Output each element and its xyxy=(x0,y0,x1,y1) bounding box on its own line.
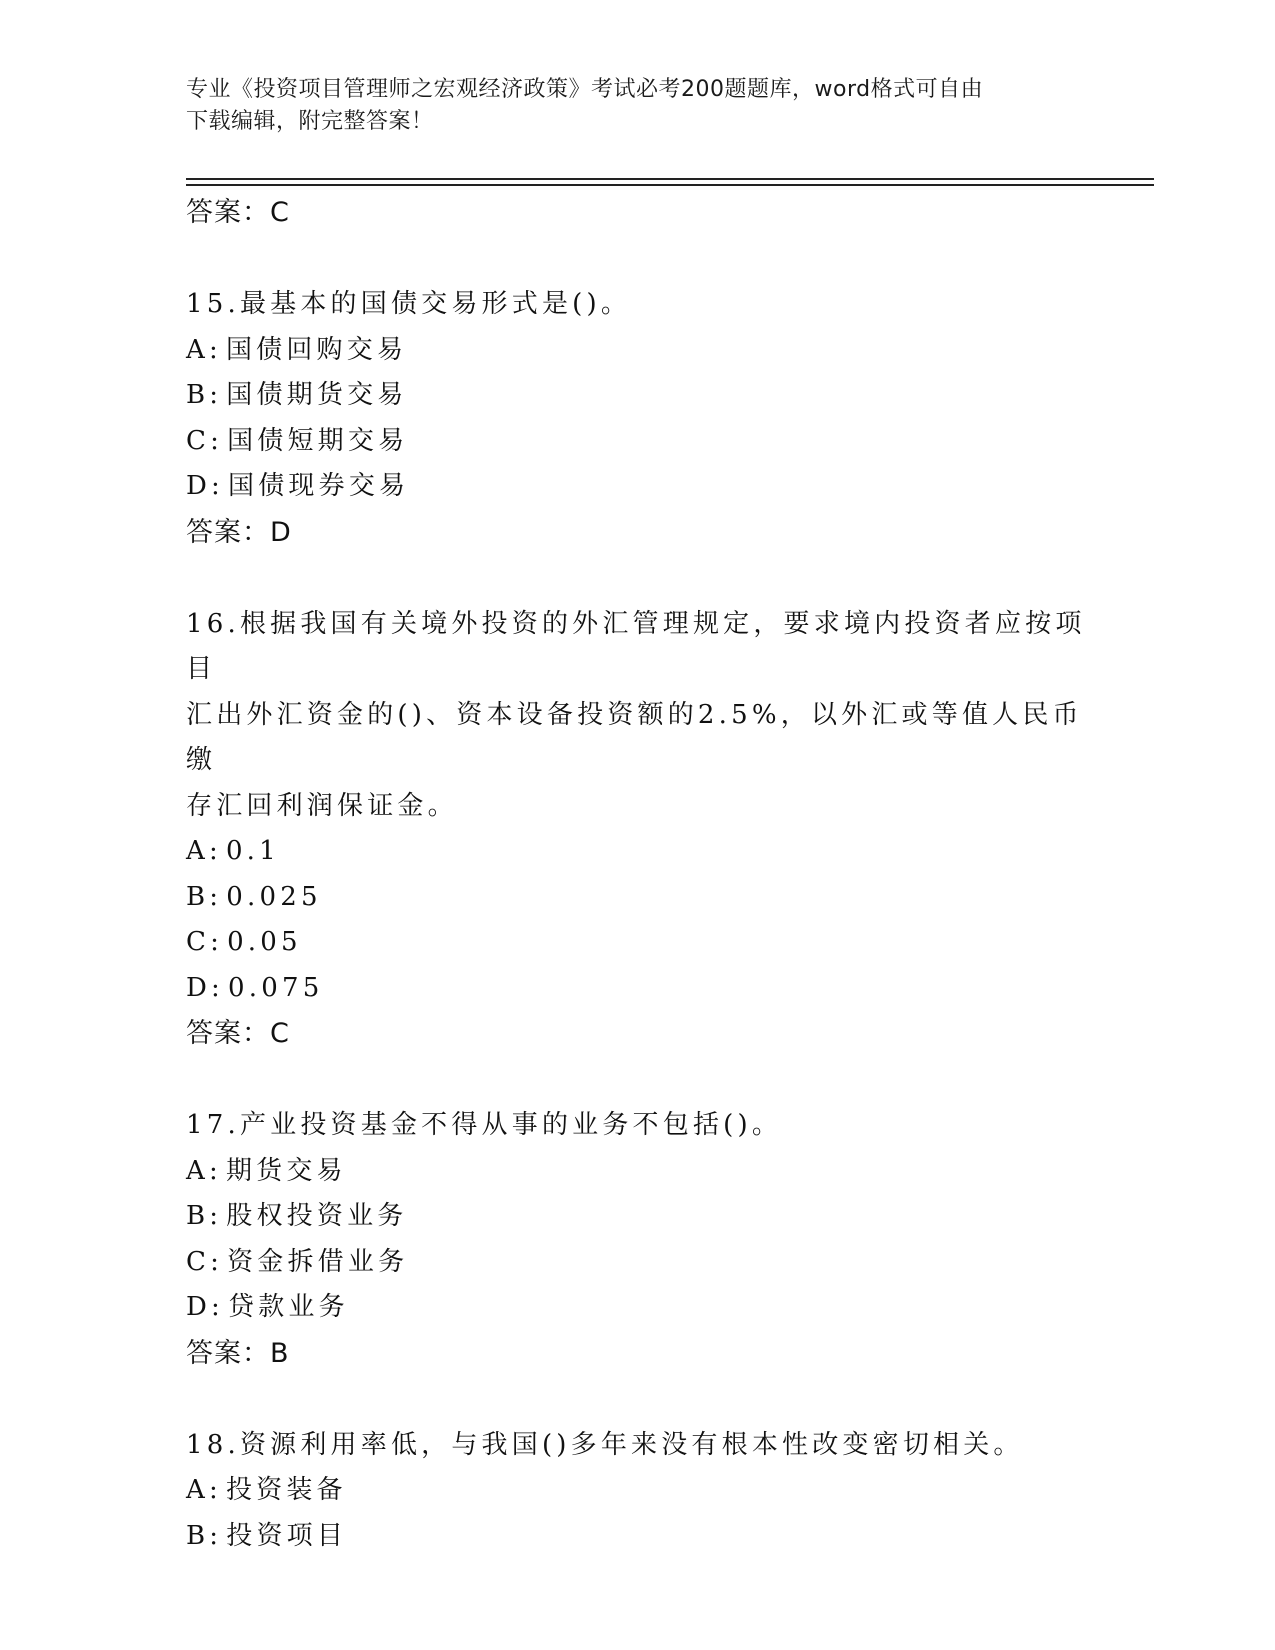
option-key: D: xyxy=(186,1292,225,1322)
option-key: D: xyxy=(186,972,225,1003)
question-16 xyxy=(186,602,1086,1058)
option-key: C: xyxy=(186,425,224,456)
option-a xyxy=(186,1149,1086,1195)
option-text: 股权投资业务 xyxy=(226,1201,408,1231)
option-key: C: xyxy=(186,1246,224,1277)
option-text: 期货交易 xyxy=(225,1155,347,1186)
option-key: B: xyxy=(186,380,223,410)
option-b xyxy=(186,1194,1086,1240)
option-text: 0.075 xyxy=(228,972,324,1003)
option-text: 国债回购交易 xyxy=(225,334,408,365)
option-b xyxy=(186,875,1086,921)
option-text: 0.05 xyxy=(227,927,302,957)
header-rule-bottom xyxy=(186,184,1154,186)
option-key: B: xyxy=(186,1201,223,1231)
option-key: C: xyxy=(186,927,224,957)
question-17 xyxy=(186,1103,1086,1377)
option-key: B: xyxy=(186,1520,223,1551)
option-text: 投资装备 xyxy=(225,1475,347,1505)
option-c xyxy=(186,419,1086,465)
option-b xyxy=(186,373,1086,419)
option-text: 0.025 xyxy=(226,881,322,912)
option-a xyxy=(186,829,1086,875)
option-text: 资金拆借业务 xyxy=(227,1246,409,1277)
question-text-line-3: 存汇回利润保证金。 xyxy=(186,790,458,821)
header-rule-top xyxy=(186,178,1154,180)
option-text: 国债短期交易 xyxy=(227,425,409,456)
answer-line: 答案：C xyxy=(186,1018,290,1049)
option-key: A: xyxy=(186,1475,222,1505)
question-text-line-2: 汇出外汇资金的()、资本设备投资额的2.5%，以外汇或等值人民币缴 xyxy=(186,699,1083,775)
option-text: 投资项目 xyxy=(226,1520,348,1551)
option-d xyxy=(186,1285,1086,1331)
answer-line: 答案：B xyxy=(186,1337,290,1369)
option-b xyxy=(186,1514,1086,1560)
answer-line: 答案：D xyxy=(186,516,292,548)
question-18 xyxy=(186,1423,1086,1560)
question-text: 18.资源利用率低，与我国()多年来没有根本性改变密切相关。 xyxy=(186,1429,1024,1460)
option-key: A: xyxy=(186,1155,222,1186)
document-body xyxy=(186,190,1086,1559)
question-text: 17.产业投资基金不得从事的业务不包括()。 xyxy=(186,1110,783,1140)
option-a xyxy=(186,1468,1086,1514)
option-text: 国债期货交易 xyxy=(226,380,408,410)
option-text: 0.1 xyxy=(225,836,280,866)
option-key: A: xyxy=(186,334,222,365)
option-text: 贷款业务 xyxy=(228,1292,349,1322)
option-d xyxy=(186,464,1086,510)
question-text: 15.最基本的国债交易形式是()。 xyxy=(186,289,632,319)
option-c xyxy=(186,920,1086,966)
question-text-line-1: 16.根据我国有关境外投资的外汇管理规定，要求境内投资者应按项目 xyxy=(186,608,1086,684)
option-a xyxy=(186,328,1086,374)
option-key: A: xyxy=(186,836,222,866)
previous-answer: 答案：C xyxy=(186,197,290,228)
option-key: B: xyxy=(186,881,223,912)
header-line-2: 下载编辑，附完整答案！ xyxy=(186,109,434,134)
question-15 xyxy=(186,282,1086,556)
option-d xyxy=(186,966,1086,1012)
document-header xyxy=(186,74,1066,138)
option-key: D: xyxy=(186,471,225,501)
option-text: 国债现券交易 xyxy=(228,471,410,501)
option-c xyxy=(186,1240,1086,1286)
header-line-1: 专业《投资项目管理师之宏观经济政策》考试必考200题题库，word格式可自由 xyxy=(186,77,984,102)
